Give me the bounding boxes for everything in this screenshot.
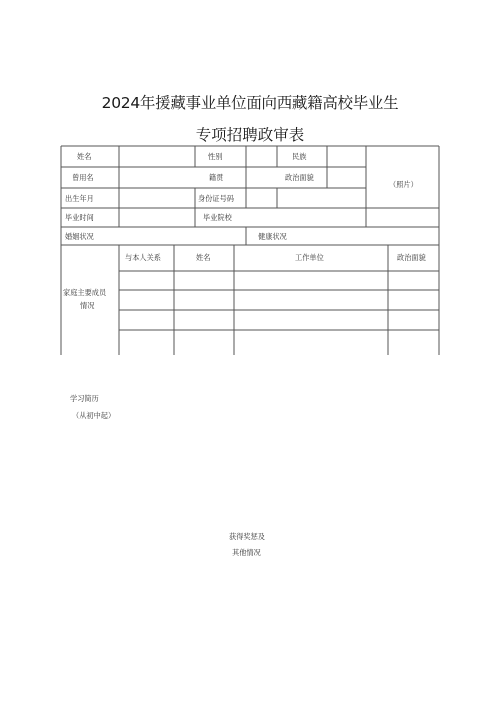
family-col-name: 姓名 bbox=[196, 253, 211, 262]
family-col-political: 政治面貌 bbox=[397, 253, 426, 262]
native-place-label: 籍贯 bbox=[209, 173, 224, 182]
gender-label: 性别 bbox=[208, 152, 223, 161]
family-section-label bbox=[63, 289, 106, 309]
ethnicity-label: 民族 bbox=[292, 152, 307, 161]
birth-date-label: 出生年月 bbox=[65, 194, 94, 203]
document-title-line2: 专项招聘政审表 bbox=[195, 126, 305, 144]
document-title-line1: 2024年援藏事业单位面向西藏籍高校毕业生 bbox=[101, 94, 399, 112]
family-col-relation: 与本人关系 bbox=[125, 253, 161, 262]
name-label: 姓名 bbox=[77, 152, 92, 161]
family-col-workplace: 工作单位 bbox=[295, 253, 324, 262]
id-number-label: 身份证号码 bbox=[198, 194, 234, 203]
political-status-label: 政治面貌 bbox=[285, 173, 314, 182]
graduated-school-label: 毕业院校 bbox=[203, 213, 232, 222]
family-section-label-line2: 情况 bbox=[80, 301, 95, 311]
marital-status-label: 婚姻状况 bbox=[65, 232, 94, 241]
study-history-note: （从初中起） bbox=[72, 411, 116, 420]
graduation-time-label: 毕业时间 bbox=[65, 213, 94, 222]
health-status-label: 健康状况 bbox=[258, 232, 287, 241]
former-name-label: 曾用名 bbox=[72, 173, 94, 182]
family-section-label-line1: 家庭主要成员 bbox=[63, 288, 107, 297]
awards-label-line2: 其他情况 bbox=[232, 548, 261, 557]
photo-placeholder: （照片） bbox=[389, 180, 418, 189]
study-history-label: 学习简历 bbox=[70, 394, 99, 403]
awards-label-line1: 获得奖惩及 bbox=[229, 532, 265, 541]
